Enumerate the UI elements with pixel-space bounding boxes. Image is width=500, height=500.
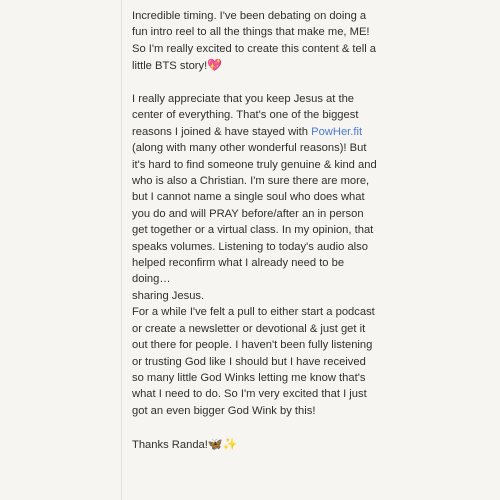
message-body xyxy=(132,8,377,469)
message-paragraph-3 xyxy=(132,436,377,453)
paragraph-2-text-before-link: I really appreciate that you keep Jesus at the center of everything. That's one of the biggest reasons I joined & have stayed with xyxy=(132,93,359,138)
paragraph-2-line-3: For a while I've felt a pull to either start a podcast or create a newsletter or devotional & just get it out there for people. I haven't been fully listening or trusting God like I should but I have received so many little God Winks letting me know that's what I need to do. So I'm very excited that I just got an even bigger God Wink by this! xyxy=(132,306,375,417)
left-divider xyxy=(121,0,122,500)
powher-link[interactable]: PowHer.fit xyxy=(311,125,363,138)
paragraph-2-line-2: sharing Jesus. xyxy=(132,289,205,302)
paragraph-1-text: Incredible timing. I've been debating on doing a fun intro reel to all the things that make me, ME! So I'm really excited to create this content & tell a little BTS story! xyxy=(132,10,377,73)
sparkling-heart-icon: 💖 xyxy=(207,58,223,73)
paragraph-2-text-after-link: (along with many other wonderful reasons)! But it's hard to find someone truly genuine & kind and who is also a Christian. I'm sure there are more, but I cannot name a single soul who does what you do and will PRAY before/after an in person get together or a virtual class. In my opinion, that speaks volumes. Listening to today's audio also helped reconfirm what I already need to be doing… xyxy=(132,142,377,286)
butterfly-icon: 🦋 xyxy=(207,436,223,451)
sign-off-text: Thanks Randa! xyxy=(132,438,208,451)
message-paragraph-2 xyxy=(132,91,377,419)
message-paragraph-1 xyxy=(132,8,377,75)
sparkles-icon: ✨ xyxy=(222,436,238,451)
